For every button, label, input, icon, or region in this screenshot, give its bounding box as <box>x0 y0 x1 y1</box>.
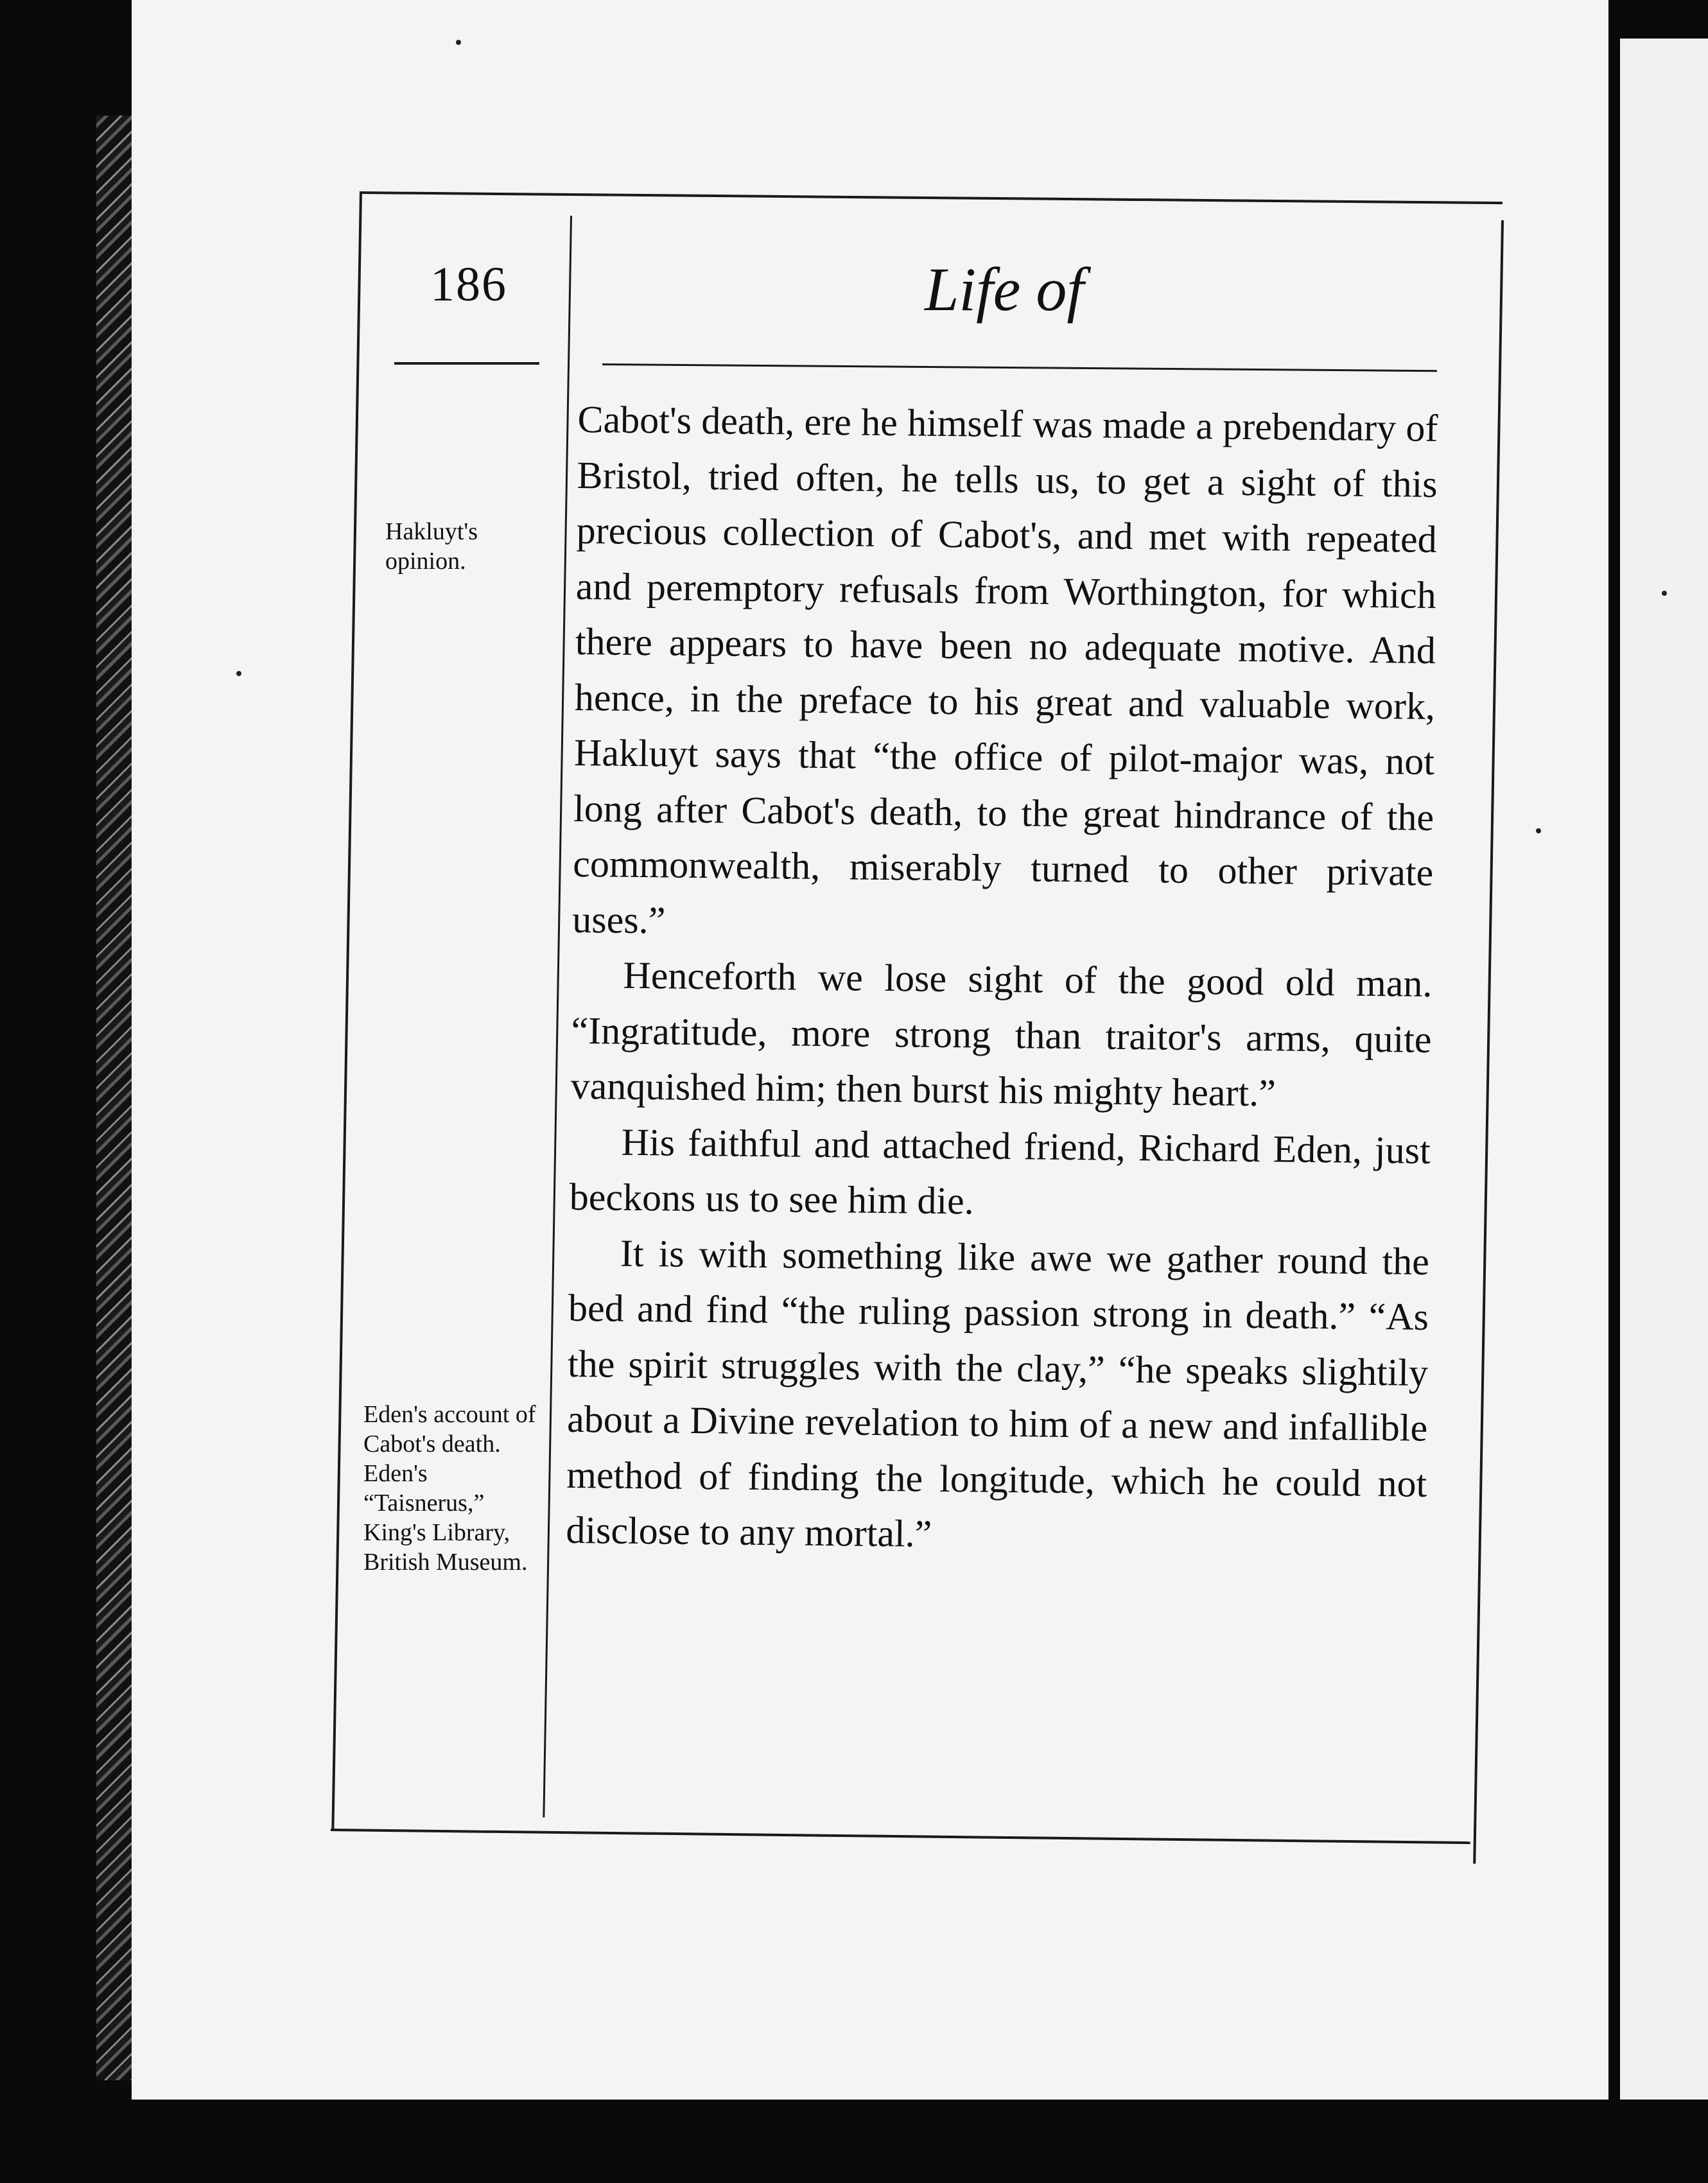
running-head: Life of <box>925 255 1085 324</box>
scan-bottom-band <box>0 2100 1708 2183</box>
page-number: 186 <box>430 257 507 311</box>
header-rule-left <box>394 362 539 365</box>
margin-note: Eden's account of Cabot's death. Eden's “Taisnerus,” King's Library, British Museum. <box>363 1401 536 1576</box>
facing-page-edge <box>1615 39 1708 2106</box>
paragraph: His faithful and attached friend, Richard Eden, just beckons us to see him die. <box>569 1120 1431 1222</box>
paragraph: Cabot's death, ere he himself was made a prebendary of Bristol, tried often, he tells us, to get a sight of this precious collection of Cabot's, and met with repeated and peremptory refusals from Worthington, for which there appears to have been no adequate motive. And hence, in the preface to his great and valuable work, Hakluyt says that “the office of pilot-major was, not long after Cabot's death, to the great hindrance of the commonwealth, miserably turned to other private uses.” <box>572 397 1438 941</box>
body-text <box>566 392 1438 1567</box>
margin-note: Hakluyt's opinion. <box>385 518 478 575</box>
paragraph: It is with something like awe we gather round the bed and find “the ruling passion strong in death.” “As the spirit struggles with the clay,” “he speaks slightily about a Divine revelation to him of a new and infallible method of finding the longitude, which he could not disclose to any mortal.” <box>566 1231 1430 1555</box>
speck <box>1536 828 1541 833</box>
speck <box>1662 591 1667 596</box>
paragraph: Henceforth we lose sight of the good old man. “Ingratitude, more strong than traitor's arms, quite vanquished him; then burst his mighty heart.” <box>570 953 1433 1115</box>
speck <box>456 40 461 45</box>
speck <box>236 671 241 676</box>
